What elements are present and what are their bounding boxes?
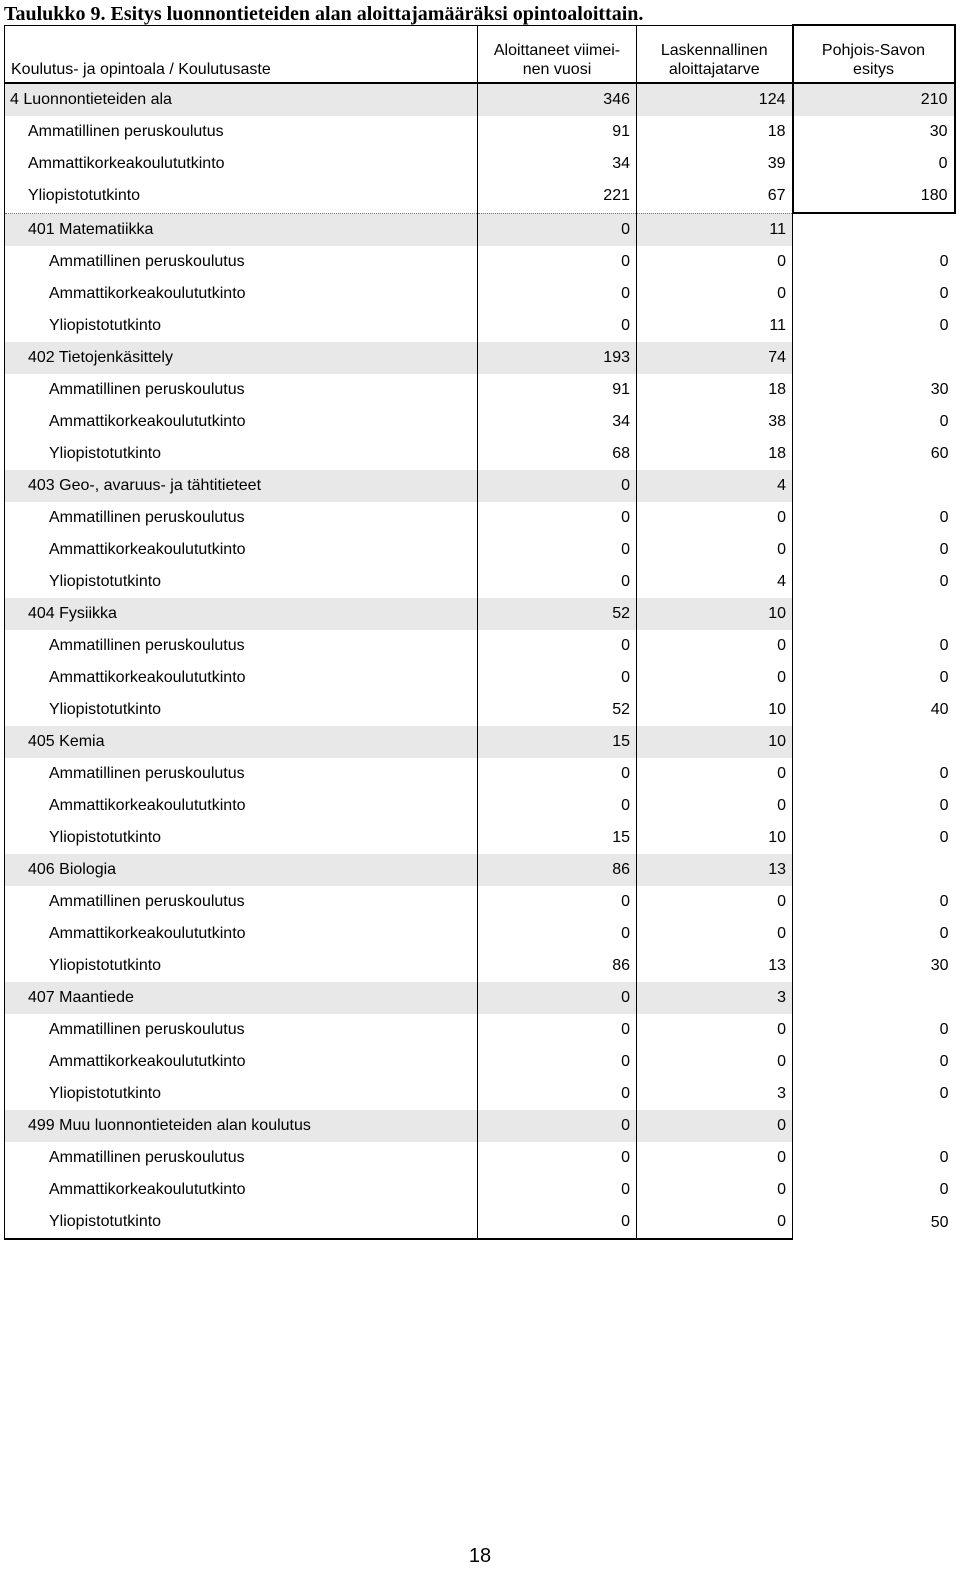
cell-need: 0 [637,1014,793,1046]
table-row [5,1206,955,1239]
cell-started: 0 [478,534,637,566]
cell-proposal: 50 [930,1213,949,1231]
cell-need: 38 [637,406,793,438]
row-label: Ammatillinen peruskoulutus [5,1142,478,1174]
cell-started: 15 [478,726,637,758]
cell-proposal: 0 [939,1181,949,1198]
row-label: Ammattikorkeakoulututkinto [5,278,478,310]
table-row [5,790,955,822]
cell-need: 3 [637,1078,793,1110]
table-row [5,1046,955,1078]
table-row-group [5,342,955,374]
cell-need: 124 [637,83,793,116]
cell-started: 0 [478,1046,637,1078]
table-row [5,566,955,598]
cell-proposal: 0 [793,148,955,180]
cell-started: 91 [478,374,637,406]
cell-proposal: 0 [939,797,949,814]
cell-need: 0 [637,1142,793,1174]
cell-need: 0 [637,918,793,950]
cell-need: 0 [637,1046,793,1078]
cell-proposal [793,726,955,758]
cell-proposal: 210 [793,83,955,116]
table-row [5,438,955,470]
table-row [5,246,955,278]
table-row-group [5,726,955,758]
row-label: Ammattikorkeakoulututkinto [5,406,478,438]
cell-need: 10 [637,726,793,758]
cell-proposal: 0 [939,829,949,846]
cell-started: 34 [478,148,637,180]
cell-started: 0 [478,1078,637,1110]
cell-need: 4 [637,470,793,502]
data-table [4,24,956,1240]
cell-proposal: 0 [939,669,949,686]
row-label: Yliopistotutkinto [5,180,478,213]
cell-started: 52 [478,694,637,726]
header-category-label: Koulutus- ja opintoala / Koulutusaste [11,61,271,78]
row-label: Ammattikorkeakoulututkinto [5,918,478,950]
table-row-group [5,598,955,630]
cell-proposal: 0 [939,317,949,334]
row-label: 404 Fysiikka [5,598,478,630]
cell-started: 0 [478,566,637,598]
row-label: Ammatillinen peruskoulutus [5,630,478,662]
cell-need: 0 [637,630,793,662]
cell-need: 39 [637,148,793,180]
cell-need: 18 [637,374,793,406]
row-label: Ammatillinen peruskoulutus [5,116,478,148]
cell-started: 91 [478,116,637,148]
row-label: Ammatillinen peruskoulutus [5,886,478,918]
row-label: Ammattikorkeakoulututkinto [5,1046,478,1078]
table-row [5,1142,955,1174]
cell-proposal: 0 [939,1149,949,1166]
cell-proposal: 0 [939,573,949,590]
table-row [5,116,955,148]
cell-started: 34 [478,406,637,438]
row-label: 401 Matematiikka [5,213,478,246]
cell-need: 10 [637,694,793,726]
table-caption: Taulukko 9. Esitys luonnontieteiden alan aloittajamääräksi opintoaloittain. [4,3,644,25]
cell-proposal [793,342,955,374]
row-label: Yliopistotutkinto [5,566,478,598]
cell-need: 11 [637,310,793,342]
cell-proposal: 0 [939,1085,949,1102]
table-row [5,694,955,726]
cell-started: 0 [478,470,637,502]
cell-started: 0 [478,278,637,310]
table-row-group [5,83,955,116]
row-label: Yliopistotutkinto [5,1078,478,1110]
table-row [5,918,955,950]
table-row [5,406,955,438]
cell-need: 18 [637,438,793,470]
cell-started: 0 [478,918,637,950]
cell-proposal: 0 [939,765,949,782]
cell-need: 11 [637,213,793,246]
cell-need: 10 [637,822,793,854]
row-label: Ammattikorkeakoulututkinto [5,1174,478,1206]
cell-proposal: 0 [939,1021,949,1038]
cell-proposal [793,854,955,886]
table-row [5,310,955,342]
cell-started: 0 [478,310,637,342]
cell-need: 0 [637,246,793,278]
cell-proposal: 30 [930,957,949,974]
cell-started: 0 [478,982,637,1014]
row-label: Yliopistotutkinto [5,310,478,342]
header-started [478,25,637,83]
table-row [5,180,955,213]
table-row [5,630,955,662]
cell-proposal: 0 [939,413,949,430]
row-label: Ammattikorkeakoulututkinto [5,148,478,180]
cell-started: 0 [478,1206,637,1239]
cell-started: 0 [478,790,637,822]
cell-started: 68 [478,438,637,470]
table-row [5,886,955,918]
row-label: 406 Biologia [5,854,478,886]
cell-started: 221 [478,180,637,213]
cell-started: 52 [478,598,637,630]
header-category [5,25,478,83]
cell-started: 0 [478,246,637,278]
row-label: Ammattikorkeakoulututkinto [5,534,478,566]
row-label: Ammatillinen peruskoulutus [5,1014,478,1046]
cell-need: 10 [637,598,793,630]
cell-proposal: 0 [939,1053,949,1070]
row-label: Ammatillinen peruskoulutus [5,246,478,278]
table-row [5,278,955,310]
cell-started: 0 [478,758,637,790]
cell-proposal: 0 [939,893,949,910]
cell-need: 3 [637,982,793,1014]
table-row-group [5,470,955,502]
header-started-label: Aloittaneet viimei- nen vuosi [493,42,621,78]
cell-started: 346 [478,83,637,116]
table-row [5,374,955,406]
cell-need: 0 [637,534,793,566]
cell-need: 0 [637,502,793,534]
cell-need: 0 [637,278,793,310]
cell-proposal: 0 [939,253,949,270]
cell-need: 67 [637,180,793,213]
cell-started: 193 [478,342,637,374]
table-row [5,662,955,694]
cell-started: 0 [478,886,637,918]
cell-proposal: 40 [930,701,949,718]
row-label: Ammattikorkeakoulututkinto [5,662,478,694]
table-row [5,950,955,982]
cell-started: 86 [478,950,637,982]
row-label: Ammatillinen peruskoulutus [5,758,478,790]
table-row [5,148,955,180]
cell-proposal: 0 [939,637,949,654]
cell-started: 86 [478,854,637,886]
row-label: Yliopistotutkinto [5,822,478,854]
cell-need: 0 [637,790,793,822]
cell-proposal: 180 [793,180,955,213]
cell-proposal [793,982,955,1014]
row-label: 402 Tietojenkäsittely [5,342,478,374]
cell-started: 15 [478,822,637,854]
page-number: 18 [468,1545,492,1567]
cell-started: 0 [478,502,637,534]
table-body [5,83,955,1239]
row-label: 407 Maantiede [5,982,478,1014]
cell-need: 0 [637,1206,793,1239]
cell-started: 0 [478,1174,637,1206]
row-label: Yliopistotutkinto [5,694,478,726]
table-row-group [5,854,955,886]
cell-proposal [793,213,955,246]
header-need [637,25,793,83]
cell-proposal: 0 [939,509,949,526]
cell-started: 0 [478,213,637,246]
row-label: Ammatillinen peruskoulutus [5,502,478,534]
row-label: 4 Luonnontieteiden ala [5,83,478,116]
table-row-group [5,982,955,1014]
table-row [5,822,955,854]
cell-started: 0 [478,1142,637,1174]
cell-proposal: 0 [939,925,949,942]
cell-need: 0 [637,886,793,918]
cell-need: 18 [637,116,793,148]
cell-need: 13 [637,950,793,982]
row-label: 499 Muu luonnontieteiden alan koulutus [5,1110,478,1142]
cell-need: 74 [637,342,793,374]
row-label: Ammatillinen peruskoulutus [5,374,478,406]
cell-need: 13 [637,854,793,886]
cell-started: 0 [478,630,637,662]
table-row [5,502,955,534]
row-label: Yliopistotutkinto [5,1206,478,1239]
header-proposal [793,25,955,83]
table-row [5,758,955,790]
cell-proposal [793,470,955,502]
table-row-group [5,213,955,246]
header-need-label: Laskennallinen aloittajatarve [660,42,768,78]
cell-need: 0 [637,1174,793,1206]
row-label: 405 Kemia [5,726,478,758]
row-label: 403 Geo-, avaruus- ja tähtitieteet [5,470,478,502]
cell-started: 0 [478,1110,637,1142]
row-label: Yliopistotutkinto [5,438,478,470]
cell-started: 0 [478,1014,637,1046]
cell-proposal: 30 [930,381,949,398]
cell-need: 0 [637,662,793,694]
cell-need: 0 [637,758,793,790]
cell-proposal [793,598,955,630]
table-row [5,1174,955,1206]
table-row [5,534,955,566]
header-row [5,25,955,83]
table-row [5,1014,955,1046]
cell-proposal: 0 [939,541,949,558]
row-label: Yliopistotutkinto [5,950,478,982]
cell-proposal: 30 [793,116,955,148]
table-row [5,1078,955,1110]
row-label: Ammattikorkeakoulututkinto [5,790,478,822]
table-row-group [5,1110,955,1142]
cell-need: 4 [637,566,793,598]
cell-proposal [793,1110,955,1142]
cell-proposal: 0 [939,285,949,302]
cell-proposal: 60 [930,445,949,462]
cell-started: 0 [478,662,637,694]
cell-need: 0 [637,1110,793,1142]
header-proposal-label: Pohjois-Savon esitys [821,42,926,78]
